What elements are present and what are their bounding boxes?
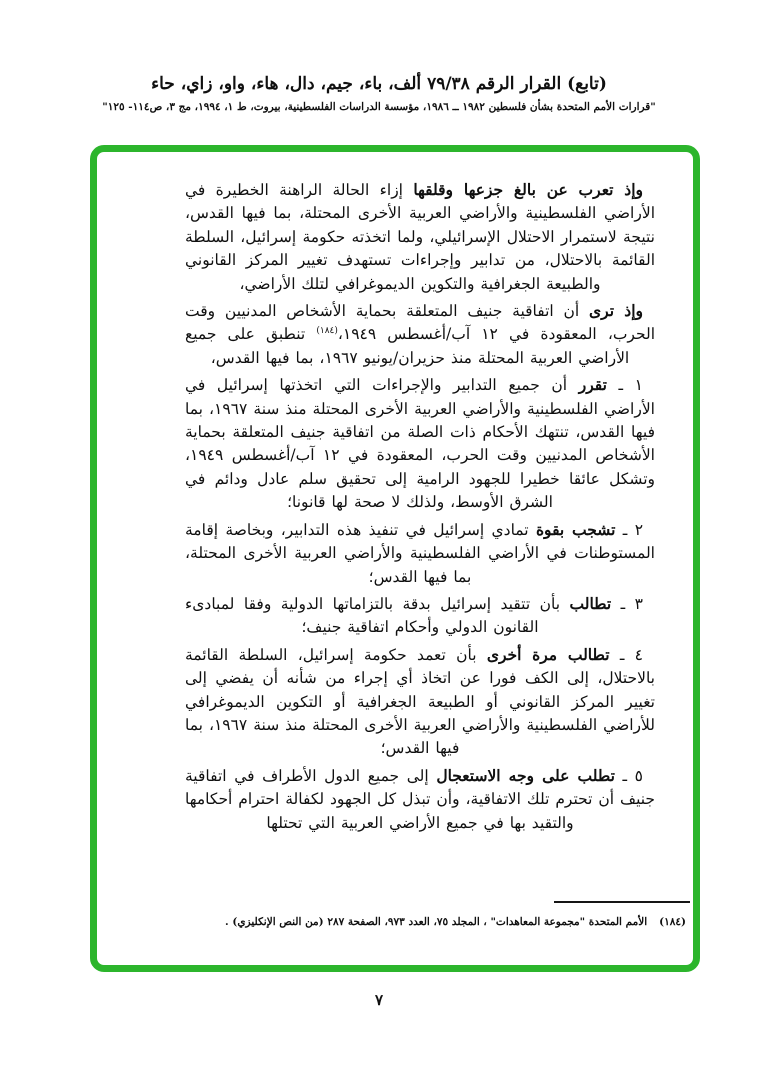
paragraph — [185, 299, 655, 370]
page-number: ٧ — [374, 991, 384, 1009]
paragraph-lead: تشجب بقوة — [535, 519, 616, 539]
paragraph — [185, 373, 655, 514]
source-citation-line: "قرارات الأمم المتحدة بشأن فلسطين ١٩٨٢ ــ ١٩٨٦، مؤسسة الدراسات الفلسطينية، بيروت، ط ١، ١٩٩٤، مج ٣، ص١١٤- ١٢٥" — [102, 101, 656, 113]
paragraph-text: ٥ ـ — [614, 766, 643, 785]
footnote-marker: (١٨٤) — [659, 916, 686, 928]
paragraph-lead: تطالب — [569, 593, 612, 613]
footnote — [103, 916, 686, 928]
paragraph-text: تمادي إسرائيل في تنفيذ هذه التدابير، وبخاصة إقامة المستوطنات في الأراضي الفلسطينية والأراضي العربية الأخرى المحتلة، بما فيها القدس؛ — [185, 520, 655, 586]
paragraph-text: ١ ـ — [606, 376, 643, 395]
paragraph-lead: تطالب مرة أخرى — [486, 644, 610, 664]
paragraph — [185, 643, 655, 761]
paragraph-text: أن جميع التدابير والإجراءات التي اتخذتها إسرائيل في الأراضي الفلسطينية والأراضي العربية الأخرى المحتلة منذ سنة ١٩٦٧، بما فيها القدس، تنتهك الأحكام ذات الصلة من اتفاقية جنيف المتعلقة بحماية الأشخاص المدنيين وقت الحرب، المعقودة في ١٢ آب/أغسطس ١٩٤٩، وتشكل عائقا خطيرا للجهود الرامية إلى تحقيق سلم عادل ودائم في الشرق الأوسط، ولذلك لا صحة لها قانونا؛ — [185, 376, 655, 512]
resolution-text — [185, 178, 655, 838]
footnote-text: الأمم المتحدة "مجموعة المعاهدات" ، المجلد ٧٥، العدد ٩٧٣، الصفحة ٢٨٧ (من النص الإنكليزي) . — [225, 916, 648, 928]
paragraph — [185, 178, 655, 296]
green-border-frame — [90, 145, 700, 972]
paragraph-text: إلى جميع الدول الأطراف في اتفاقية جنيف أن تحترم تلك الاتفاقية، وأن تبذل كل الجهود لكفالة احترام أحكامها والتقيد بها في جميع الأراضي العربية التي تحتلها — [185, 766, 655, 832]
paragraph — [185, 518, 655, 589]
paragraph-text: تنطبق على جميع الأراضي العربية المحتلة منذ حزيران/يونيو ١٩٦٧، بما فيها القدس، — [185, 325, 630, 367]
paragraph-lead: وإذ ترى — [589, 301, 643, 321]
paragraph-lead: تطلب على وجه الاستعجال — [436, 765, 615, 785]
paragraph-text: ٣ ـ — [611, 594, 643, 613]
paragraph — [185, 592, 655, 640]
paragraph-text: أن اتفاقية جنيف المتعلقة بحماية الأشخاص المدنيين وقت الحرب، المعقودة في ١٢ آب/أغسطس ١٩٤٩، — [185, 302, 655, 344]
footnote-separator — [554, 901, 690, 903]
paragraph-lead: وإذ تعرب عن بالغ جزعها وقلقها — [413, 180, 643, 199]
paragraph-lead: تقرر — [578, 375, 607, 395]
paragraph-text: ٢ ـ — [615, 520, 644, 539]
page-header — [0, 74, 758, 113]
footnote-reference: (١٨٤) — [316, 326, 338, 337]
paragraph-text: ٤ ـ — [609, 645, 643, 664]
resolution-title: (تابع) القرار الرقم ٧٩/٣٨ ألف، باء، جيم، دال، هاء، واو، زاي، حاء — [151, 74, 607, 94]
paragraph-text: إزاء الحالة الراهنة الخطيرة في الأراضي الفلسطينية والأراضي العربية الأخرى المحتلة، بما فيها القدس، نتيجة لاستمرار الاحتلال الإسرائيلي، ولما اتخذته حكومة إسرائيل، السلطة القائمة بالاحتلال، من تدابير وإجراءات تستهدف تغيير المركز القانوني والطبيعة الجغرافية والتكوين الديموغرافي لتلك الأراضي، — [185, 181, 655, 293]
paragraph — [185, 764, 655, 835]
paragraph-text: بأن تعمد حكومة إسرائيل، السلطة القائمة بالاحتلال، إلى الكف فورا عن اتخاذ أي إجراء من شأنه أن يفضي إلى تغيير المركز القانوني أو الطبيعة الجغرافية أو التكوين الديموغرافي للأراضي الفلسطينية والأراضي العربية الأخرى المحتلة منذ سنة ١٩٦٧، بما فيها القدس؛ — [185, 645, 656, 758]
paragraph-text: بأن تتقيد إسرائيل بدقة بالتزاماتها الدولية وفقا لمبادىء القانون الدولي وأحكام اتفاقية جنيف؛ — [185, 594, 570, 637]
